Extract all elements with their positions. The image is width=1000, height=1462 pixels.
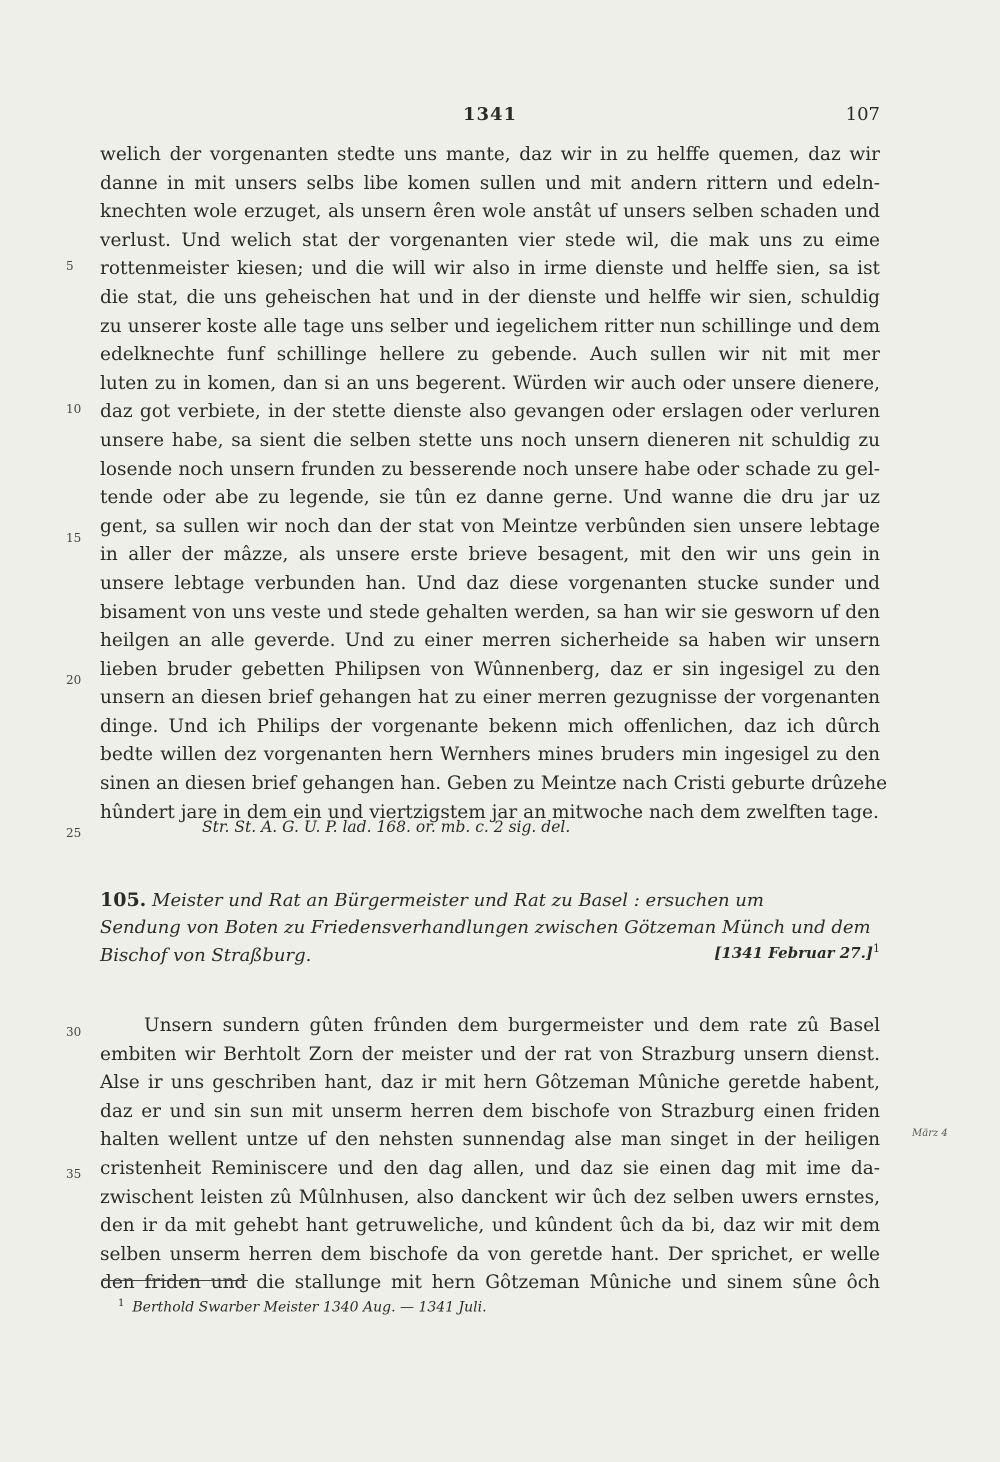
margin-date-note: März 4 (912, 1128, 948, 1139)
doc-title-line: Sendung von Boten zu Friedensverhandlungen zwischen Götzeman Münch und dem (100, 917, 871, 938)
text-line: in aller der mâzze, als unsere erste brieve besagent, mit den wir uns gein in (100, 544, 880, 566)
text-line: verlust. Und welich stat der vorgenanten vier stede wil, die mak uns zu eime (100, 229, 880, 251)
date-text: [1341 Februar 27.] (714, 944, 873, 962)
text-line: edelknechte funf schillinge hellere zu gebende. Auch sullen wir nit mit mer (100, 344, 880, 366)
line-number: 35 (66, 1167, 82, 1181)
text-line: den ir da mit gehebt hant getruweliche, und kûndent ûch da bi, daz wir mit dem (100, 1215, 880, 1237)
letter-text (100, 1012, 880, 1298)
footnote (118, 1298, 487, 1316)
text-line: halten wellent untze uf den nehsten sunnendag alse man singet in der heiligen (100, 1129, 880, 1151)
text-line: gent, sa sullen wir noch dan der stat von Meintze verbûnden sien unsere lebtage (100, 515, 880, 537)
text-line: zwischent leisten zû Mûlnhusen, also danckent wir ûch dez selben uwers ernstes, (100, 1186, 880, 1208)
text-line: bedte willen dez vorgenanten hern Wernhers mines bruders min ingesigel zu den (100, 744, 880, 766)
text-line: hûndert jare in dem ein und viertzigstem jar an mitwoche nach dem zwelften tage. (100, 801, 879, 823)
footnote-text: Berthold Swarber Meister 1340 Aug. — 1341 Juli. (132, 1299, 487, 1316)
page-header (100, 104, 880, 130)
line-number: 30 (66, 1025, 82, 1039)
text-line: Alse ir uns geschriben hant, daz ir mit hern Gôtzeman Mûniche geretde habent, (100, 1072, 880, 1094)
document-number: 105. (100, 889, 147, 911)
text-line: knechten wole erzuget, als unsern êren wole anstât uf unsers selben schaden und (100, 201, 880, 223)
page-number: 107 (845, 104, 880, 125)
text-line: daz er und sin sun mit unserm herren dem bischofe von Strazburg einen friden (100, 1100, 880, 1122)
text-line: bisament von uns veste und stede gehalten werden, sa han wir sie gesworn uf den (100, 601, 880, 623)
text-line: unsere lebtage verbunden han. Und daz diese vorgenanten stucke sunder und (100, 572, 880, 594)
text-line: dinge. Und ich Philips der vorgenante bekenn mich offenlichen, daz ich dûrch (100, 715, 880, 737)
document-heading (100, 886, 880, 970)
text-line: heilgen an alle geverde. Und zu einer merren sicherheide sa haben wir unsern (100, 630, 880, 652)
text-line: zu unserer koste alle tage uns selber und iegelichem ritter nun schillinge und dem (100, 315, 880, 337)
text-line: unsere habe, sa sient die selben stette uns noch unsern dieneren nit schuldig zu (100, 429, 880, 451)
line-number: 10 (66, 402, 82, 416)
text-line: luten zu in komen, dan si an uns begerent. Würden wir auch oder unsere dienere, (100, 372, 880, 394)
line-number: 20 (66, 673, 82, 687)
text-line: embiten wir Berhtolt Zorn der meister und der rat von Strazburg unsern dienst. (100, 1043, 880, 1065)
doc-title-line: Bischof von Straßburg. (100, 945, 312, 966)
footnote-ref: 1 (873, 942, 880, 955)
text-line: lieben bruder gebetten Philipsen von Wûnnenberg, daz er sin ingesigel zu den (100, 658, 880, 680)
main-text (100, 141, 888, 827)
text-line: welich der vorgenanten stedte uns mante, daz wir in zu helffe quemen, daz wir (100, 144, 880, 165)
line-number: 5 (66, 259, 74, 273)
doc-title-line (100, 886, 880, 914)
line-number: 15 (66, 531, 82, 545)
text-line: daz got verbiete, in der stette dienste also gevangen oder erslagen oder verluren (100, 401, 880, 423)
text-line: danne in mit unsers selbs libe komen sullen und mit andern rittern und edeln- (100, 172, 880, 194)
footnote-mark: 1 (118, 1298, 125, 1309)
text-line: rottenmeister kiesen; und die will wir also in irme dienste und helffe sien, sa ist (100, 258, 880, 280)
text-line: losende noch unsern frunden zu besserende noch unsere habe oder schade zu gel- (100, 458, 880, 480)
text-line: die stat, die uns geheischen hat und in der dienste und helffe wir sien, schuldig (100, 286, 880, 308)
line-number: 25 (66, 826, 82, 840)
running-head-year: 1341 (462, 104, 518, 125)
text-line: tende oder abe zu legende, sie tûn ez danne gerne. Und wanne die dru jar uz (100, 487, 880, 509)
text-line: den friden und die stallunge mit hern Gôtzeman Mûniche und sinem sûne ôch (100, 1272, 880, 1294)
doc-title-text: Meister und Rat an Bürgermeister und Rat zu Basel : ersuchen um (152, 890, 764, 911)
text-line: unsern an diesen brief gehangen hat zu einer merren gezugnisse der vorgenanten (100, 687, 880, 709)
archival-source: Str. St. A. G. U. P. lad. 168. or. mb. c. 2 sig. del. (202, 818, 571, 836)
document-date (714, 942, 880, 962)
footnote-divider (102, 1280, 248, 1281)
text-line: sinen an diesen brief gehangen han. Geben zu Meintze nach Cristi geburte drûzehe (100, 773, 888, 795)
text-line: cristenheit Reminiscere und den dag allen, und daz sie einen dag mit ime da- (100, 1157, 880, 1179)
text-line: Unsern sundern gûten frûnden dem burgermeister und dem rate zû Basel (144, 1015, 880, 1036)
text-line: selben unserm herren dem bischofe da von geretde hant. Der sprichet, er welle (100, 1243, 880, 1265)
